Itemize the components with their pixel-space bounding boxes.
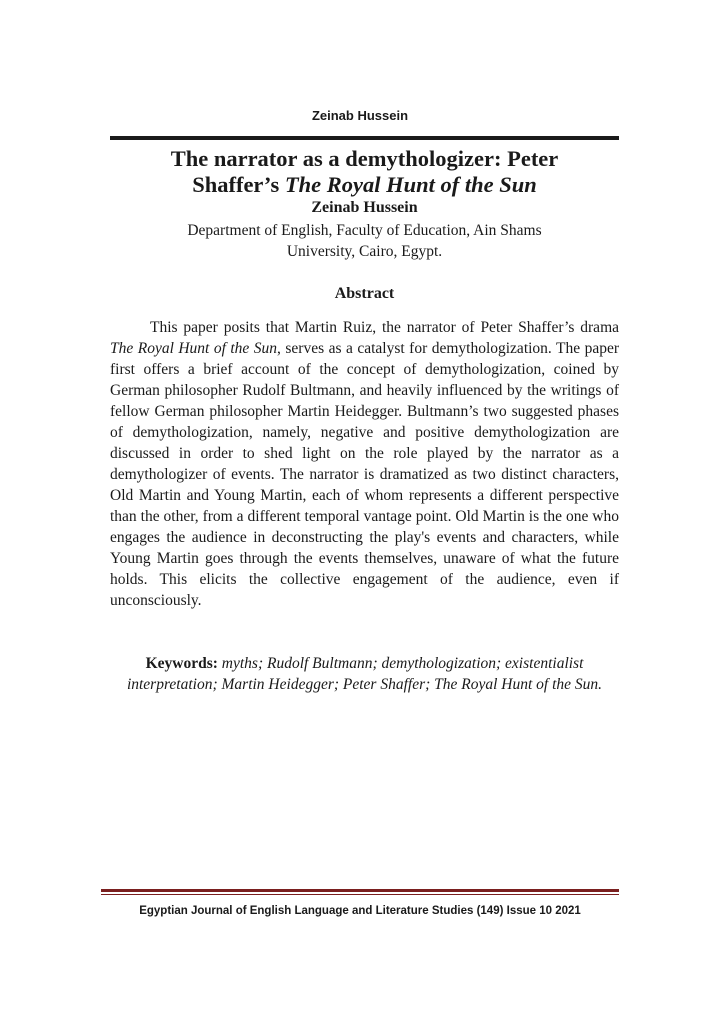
abstract-heading: Abstract [334,285,395,302]
title-line-1: The narrator as a demythologizer: Peter [170,146,559,171]
title-line-2-prefix: Shaffer’s [192,172,285,197]
paper-title [110,146,619,198]
author-name: Zeinab Hussein [311,199,418,216]
abstract-play-title: The Royal Hunt of the Sun [110,340,278,357]
title-play-name: The Royal Hunt of the Sun [284,172,537,197]
footer-rule-thick [101,889,619,892]
keywords-label: Keywords: [145,655,218,672]
title-line-2 [110,172,619,198]
affiliation-line-2: University, Cairo, Egypt. [286,243,443,260]
keywords [110,653,619,695]
footer-rule-thin [101,894,619,895]
author-affiliation [110,220,619,262]
journal-footer: Egyptian Journal of English Language and Literature Studies (149) Issue 10 2021 [139,905,581,917]
running-head: Zeinab Hussein [311,108,409,123]
keywords-list: myths; Rudolf Bultmann; demythologization; existentialist interpretation; Martin Heidegger; Peter Shaffer; The Royal Hunt of the Sun. [126,655,603,693]
abstract-body [110,317,619,611]
affiliation-line-1: Department of English, Faculty of Education, Ain Shams [187,222,542,239]
abstract-text-part-2: , serves as a catalyst for demythologization. The paper first offers a brief account of the concept of demythologization, coined by German philosopher Rudolf Bultmann, and heavily influenced by the writings of fellow German philosopher Martin Heidegger. Bultmann’s two suggested phases of demythologization, namely, negative and positive demythologization are discussed in order to shed light on the role played by the narrator as a demythologizer of events. The narrator is dramatized as two distinct characters, Old Martin and Young Martin, each of whom represents a different perspective than the other, from a different temporal vantage point. Old Martin is the one who engages the audience in deconstructing the play's events and characters, while Young Martin goes through the events themselves, unaware of what the future holds. This elicits the collective engagement of the audience, even if unconsciously. [110,340,619,609]
header-rule [110,136,619,140]
abstract-text-part-1: This paper posits that Martin Ruiz, the narrator of Peter Shaffer’s drama [150,319,619,336]
